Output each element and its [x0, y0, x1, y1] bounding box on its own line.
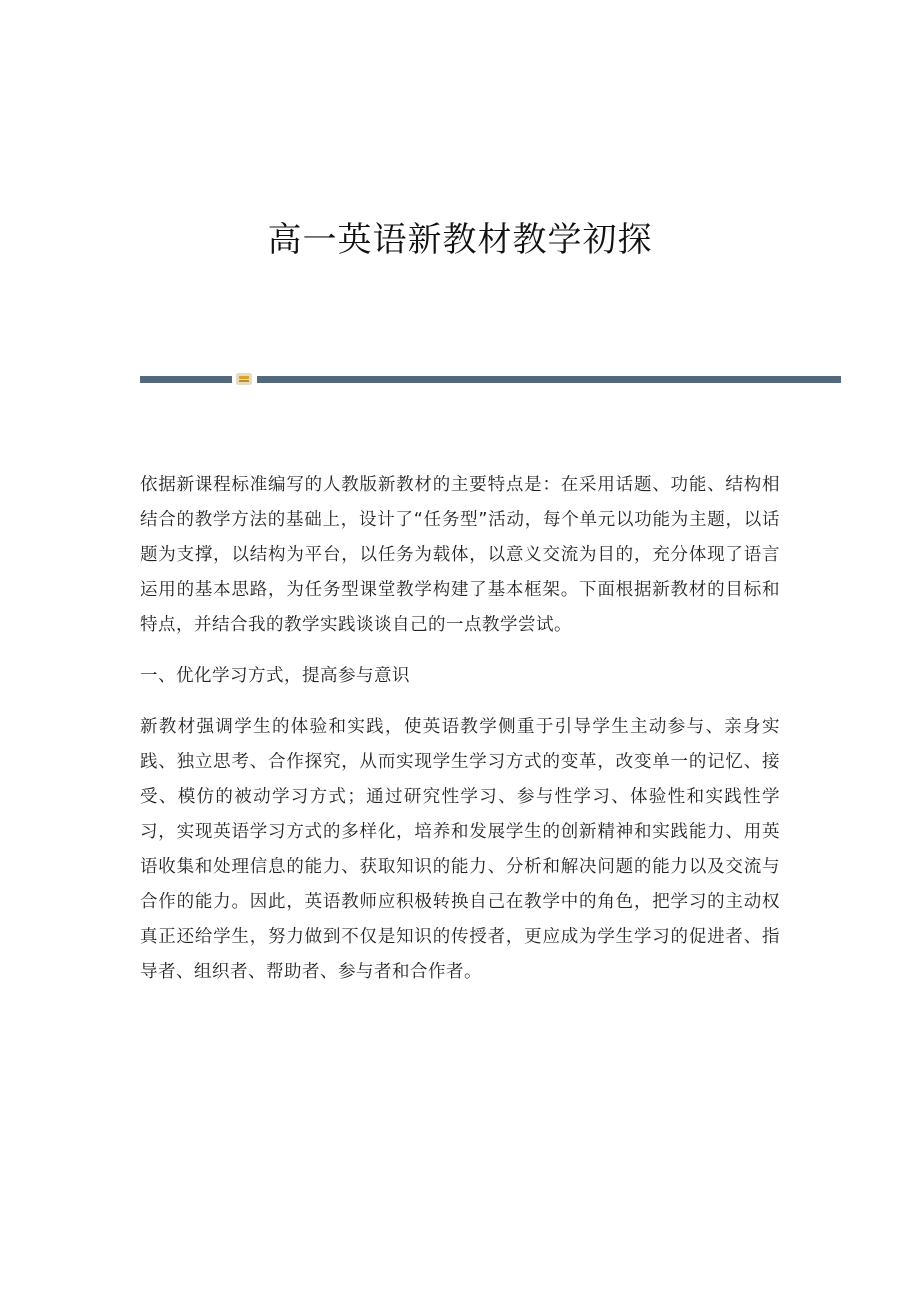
title-divider: [140, 372, 841, 386]
document-title: 高一英语新教材教学初探: [267, 220, 653, 260]
divider-ornament-icon: [236, 373, 252, 385]
document-body: [140, 468, 780, 1006]
section-heading: 一、优化学习方式，提高参与意识: [140, 666, 410, 686]
intro-paragraph: 依据新课程标准编写的人教版新教材的主要特点是：在采用话题、功能、结构相结合的教学方法的基础上，设计了“任务型”活动，每个单元以功能为主题，以话题为支撑，以结构为平台，以任务为载体，以意义交流为目的，充分体现了语言运用的基本思路，为任务型课堂教学构建了基本框架。下面根据新教材的目标和特点，并结合我的教学实践谈谈自己的一点教学尝试。: [140, 475, 780, 635]
divider-bar-left: [140, 376, 232, 383]
section-paragraph: 新教材强调学生的体验和实践，使英语教学侧重于引导学生主动参与、亲身实践、独立思考、合作探究，从而实现学生学习方式的变革，改变单一的记忆、接受、模仿的被动学习方式；通过研究性学习、参与性学习、体验性和实践性学习，实现英语学习方式的多样化，培养和发展学生的创新精神和实践能力、用英语收集和处理信息的能力、获取知识的能力、分析和解决问题的能力以及交流与合作的能力。因此，英语教师应积极转换自己在教学中的角色，把学习的主动权真正还给学生，努力做到不仅是知识的传授者，更应成为学生学习的促进者、指导者、组织者、帮助者、参与者和合作者。: [140, 717, 780, 982]
divider-bar-right: [257, 376, 841, 383]
